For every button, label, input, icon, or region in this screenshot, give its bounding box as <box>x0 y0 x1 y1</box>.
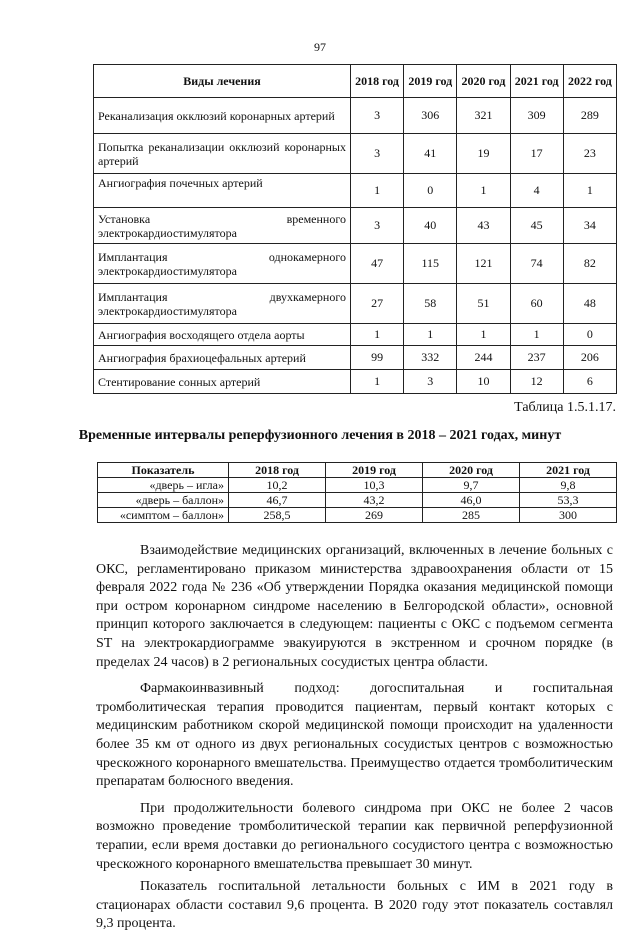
paragraph: Фармакоинвазивный подход: догоспитальная и госпитальная тромболитическая терапия проводится пациентам, первый контакт которых с медицинским работником скорой медицинской помощи происходит на удаленности более 35 км от одного из двух региональных сосудистых центров с возможностью чрескожного коронарного вмешательства. Преимущество отдается тромболитическим препаратам болюсного введения. <box>96 681 613 790</box>
table-cell: 1 <box>457 174 510 208</box>
table-cell: 306 <box>404 98 457 134</box>
table-cell: 4 <box>510 174 563 208</box>
table-cell: 43 <box>457 208 510 244</box>
table-cell: 9,7 <box>423 478 520 493</box>
table-cell: 0 <box>404 174 457 208</box>
section-title: Временные интервалы реперфузионного лечения в 2018 – 2021 годах, минут <box>78 428 562 443</box>
column-header: 2021 год <box>520 463 617 478</box>
table-cell: 17 <box>510 134 563 174</box>
table-cell: 1 <box>350 174 403 208</box>
table-row <box>94 98 617 134</box>
table-cell: 1 <box>563 174 616 208</box>
table-row <box>94 208 617 244</box>
page-number: 97 <box>314 40 326 54</box>
row-label: Ангиография брахиоцефальных артерий <box>94 346 351 370</box>
row-label: Имплантация двухкамерного электрокардиостимулятора <box>94 284 351 324</box>
table-cell: 12 <box>510 370 563 394</box>
table-header-row <box>94 65 617 98</box>
table-header-row <box>98 463 617 478</box>
row-label: Стентирование сонных артерий <box>94 370 351 394</box>
table-cell: 258,5 <box>229 508 326 523</box>
table-cell: 9,8 <box>520 478 617 493</box>
table-cell: 237 <box>510 346 563 370</box>
body-text <box>96 542 613 934</box>
column-header: 2022 год <box>563 65 616 98</box>
table-cell: 74 <box>510 244 563 284</box>
paragraph: Показатель госпитальной летальности больных с ИМ в 2021 году в стационарах области составил 9,6 процента. В 2020 году этот показатель составлял 9,3 процента. <box>96 879 613 932</box>
table-cell: 82 <box>563 244 616 284</box>
table-cell: 321 <box>457 98 510 134</box>
table-cell: 27 <box>350 284 403 324</box>
table-cell: 53,3 <box>520 493 617 508</box>
table-cell: 10 <box>457 370 510 394</box>
paragraph: Взаимодействие медицинских организаций, включенных в лечение больных с ОКС, регламентировано приказом министерства здравоохранения области от 15 февраля 2022 года № 236 «Об утверждении Порядка оказания медицинской помощи при остром коронарном синдроме населению в Белгородской области», основной принцип которого заключается в следующем: пациенты с ОКС с подъемом сегмента ST на электрокардиограмме эвакуируются в экстренном и срочном порядке (в пределах 24 часов) в 2 региональных сосудистых центра области. <box>96 543 613 670</box>
table-row <box>94 134 617 174</box>
table-cell: 60 <box>510 284 563 324</box>
table-cell: 10,3 <box>326 478 423 493</box>
row-label: Имплантация однокамерного электрокардиостимулятора <box>94 244 351 284</box>
table-row <box>94 174 617 208</box>
table-cell: 40 <box>404 208 457 244</box>
table-cell: 206 <box>563 346 616 370</box>
column-header: 2019 год <box>326 463 423 478</box>
table-cell: 48 <box>563 284 616 324</box>
table-row <box>94 284 617 324</box>
table-row <box>94 346 617 370</box>
table-cell: 34 <box>563 208 616 244</box>
table-cell: 43,2 <box>326 493 423 508</box>
table-row <box>98 508 617 523</box>
table-cell: 58 <box>404 284 457 324</box>
table-cell: 19 <box>457 134 510 174</box>
table-cell: 1 <box>510 324 563 346</box>
column-header: Виды лечения <box>94 65 351 98</box>
table-cell: 3 <box>350 98 403 134</box>
table-cell: 244 <box>457 346 510 370</box>
row-label: Ангиография почечных артерий <box>94 174 351 208</box>
table-cell: 46,7 <box>229 493 326 508</box>
table-cell: 1 <box>404 324 457 346</box>
table-cell: 99 <box>350 346 403 370</box>
table-row <box>94 324 617 346</box>
table-cell: 51 <box>457 284 510 324</box>
treatment-table <box>93 64 617 394</box>
row-label: Установка временного электрокардиостимулятора <box>94 208 351 244</box>
table-cell: 285 <box>423 508 520 523</box>
paragraph: При продолжительности болевого синдрома при ОКС не более 2 часов возможно проведение тромболитической терапии как первичной реперфузионной терапии, если время доставки до регионального сосудистого центра с возможностью чрескожного коронарного вмешательства превышает 30 минут. <box>96 800 613 872</box>
row-label: Реканализация окклюзий коронарных артерий <box>94 98 351 134</box>
row-label: «симптом – баллон» <box>98 508 229 523</box>
table-cell: 1 <box>350 370 403 394</box>
table-cell: 47 <box>350 244 403 284</box>
table-cell: 300 <box>520 508 617 523</box>
table-row <box>94 370 617 394</box>
column-header: 2018 год <box>350 65 403 98</box>
table-cell: 45 <box>510 208 563 244</box>
table-cell: 3 <box>350 134 403 174</box>
row-label: «дверь – баллон» <box>98 493 229 508</box>
table-cell: 3 <box>404 370 457 394</box>
reperfusion-intervals-table <box>97 462 617 523</box>
table-cell: 23 <box>563 134 616 174</box>
column-header: 2020 год <box>423 463 520 478</box>
table-cell: 6 <box>563 370 616 394</box>
table-cell: 121 <box>457 244 510 284</box>
row-label: Ангиография восходящего отдела аорты <box>94 324 351 346</box>
column-header: 2020 год <box>457 65 510 98</box>
table-cell: 3 <box>350 208 403 244</box>
table-cell: 0 <box>563 324 616 346</box>
table-cell: 289 <box>563 98 616 134</box>
row-label: «дверь – игла» <box>98 478 229 493</box>
table-row <box>94 244 617 284</box>
table-row <box>98 493 617 508</box>
table-cell: 309 <box>510 98 563 134</box>
table-cell: 269 <box>326 508 423 523</box>
table-row <box>98 478 617 493</box>
table-cell: 10,2 <box>229 478 326 493</box>
table-cell: 332 <box>404 346 457 370</box>
table-cell: 1 <box>457 324 510 346</box>
column-header: 2018 год <box>229 463 326 478</box>
column-header: 2019 год <box>404 65 457 98</box>
table-cell: 46,0 <box>423 493 520 508</box>
table-caption: Таблица 1.5.1.17. <box>514 400 616 415</box>
column-header: Показатель <box>98 463 229 478</box>
table-cell: 1 <box>350 324 403 346</box>
table-cell: 115 <box>404 244 457 284</box>
row-label: Попытка реканализации окклюзий коронарных артерий <box>94 134 351 174</box>
column-header: 2021 год <box>510 65 563 98</box>
table-cell: 41 <box>404 134 457 174</box>
